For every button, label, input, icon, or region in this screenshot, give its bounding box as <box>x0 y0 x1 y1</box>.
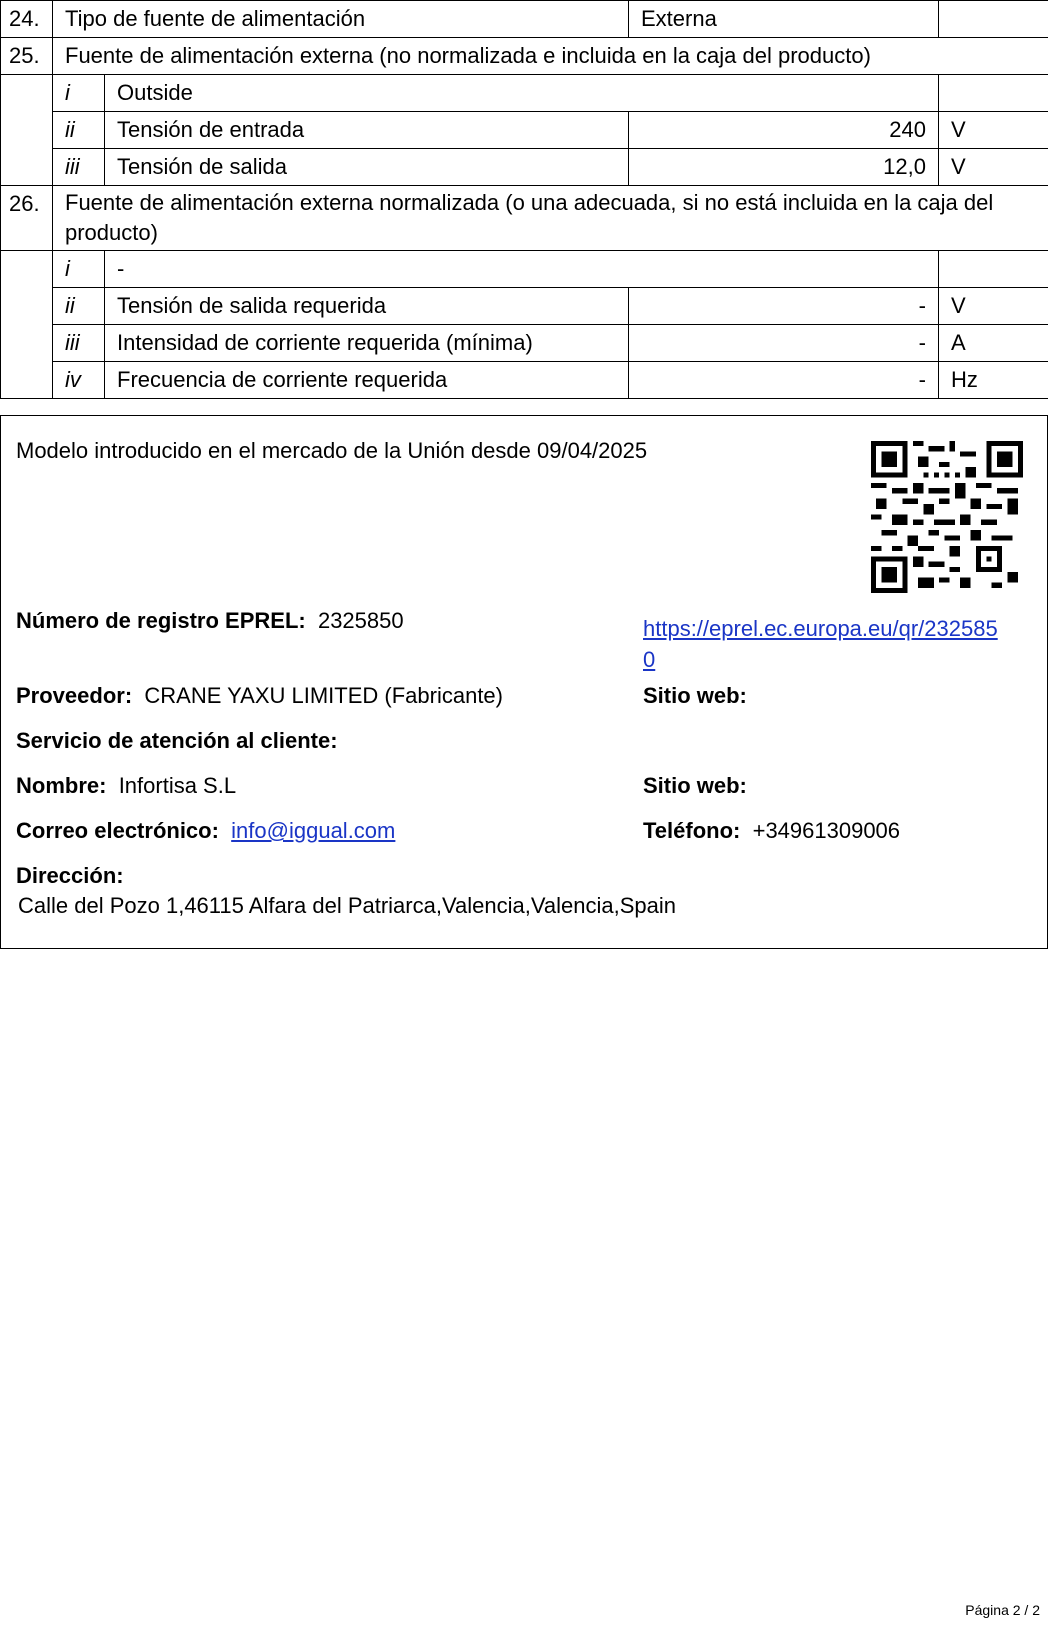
supplier-value: CRANE YAXU LIMITED (Fabricante) <box>144 683 503 708</box>
market-date-text: Modelo introducido en el mercado de la Unión desde 09/04/2025 <box>16 438 648 463</box>
row-number <box>1 288 53 325</box>
row-roman: iv <box>53 362 105 399</box>
row-number <box>1 112 53 149</box>
row-label: Tensión de salida requerida <box>105 288 629 325</box>
row-number: 26. <box>1 186 53 251</box>
row-unit: V <box>939 288 1048 325</box>
row-value: Externa <box>629 1 939 38</box>
row-number <box>1 149 53 186</box>
eprel-line <box>16 606 404 636</box>
row-roman: i <box>53 75 105 112</box>
table-row <box>1 38 1048 75</box>
row-unit: V <box>939 149 1048 186</box>
row-number <box>1 251 53 288</box>
row-unit: A <box>939 325 1048 362</box>
row-value: 240 <box>629 112 939 149</box>
row-number <box>1 325 53 362</box>
eprel-value: 2325850 <box>317 608 404 633</box>
row-unit <box>939 75 1048 112</box>
row-unit <box>939 1 1048 38</box>
supplier-line <box>16 681 503 711</box>
address-label: Dirección: <box>16 863 124 888</box>
table-row <box>1 186 1048 251</box>
name-line <box>16 771 236 801</box>
page-number: 2 / 2 <box>1012 1602 1040 1618</box>
row-roman: iii <box>53 325 105 362</box>
row-label: Fuente de alimentación externa (no normalizada e incluida en la caja del producto) <box>53 38 1048 75</box>
supplier-label: Proveedor: <box>16 683 133 708</box>
row-unit <box>939 251 1048 288</box>
table-row <box>1 75 1048 112</box>
table-row <box>1 288 1048 325</box>
row-value: - <box>629 325 939 362</box>
eprel-url-link[interactable]: https://eprel.ec.europa.eu/qr/2325850 <box>643 616 998 672</box>
table-row <box>1 149 1048 186</box>
customer-service-label: Servicio de atención al cliente: <box>16 728 338 753</box>
email-line <box>16 816 395 846</box>
row-label: Intensidad de corriente requerida (mínima) <box>105 325 629 362</box>
table-row <box>1 325 1048 362</box>
row-number <box>1 75 53 112</box>
row-number <box>1 362 53 399</box>
row-label: Tipo de fuente de alimentación <box>53 1 629 38</box>
row-label: - <box>105 251 939 288</box>
service-website-label: Sitio web: <box>643 773 747 798</box>
eprel-label: Número de registro EPREL: <box>16 608 306 633</box>
row-roman: ii <box>53 288 105 325</box>
page-footer <box>965 1602 1040 1618</box>
row-unit: V <box>939 112 1048 149</box>
row-roman: iii <box>53 149 105 186</box>
qr-code-icon <box>871 441 1023 593</box>
table-row <box>1 112 1048 149</box>
email-label: Correo electrónico: <box>16 818 219 843</box>
table-row <box>1 362 1048 399</box>
phone-label: Teléfono: <box>643 818 741 843</box>
row-value: - <box>629 288 939 325</box>
row-number: 25. <box>1 38 53 75</box>
supplier-website-label: Sitio web: <box>643 683 747 708</box>
table-row <box>1 251 1048 288</box>
phone-value: +34961309006 <box>752 818 901 843</box>
row-roman: i <box>53 251 105 288</box>
table-row <box>1 1 1048 38</box>
name-label: Nombre: <box>16 773 107 798</box>
info-box <box>0 415 1048 949</box>
name-value: Infortisa S.L <box>118 773 237 798</box>
row-value: - <box>629 362 939 399</box>
page-label: Página <box>965 1602 1009 1618</box>
email-link[interactable]: info@iggual.com <box>231 818 396 843</box>
row-label: Tensión de salida <box>105 149 629 186</box>
row-label: Outside <box>105 75 939 112</box>
row-roman: ii <box>53 112 105 149</box>
phone-line <box>643 816 900 846</box>
row-number: 24. <box>1 1 53 38</box>
specs-table <box>0 0 1048 399</box>
row-label: Frecuencia de corriente requerida <box>105 362 629 399</box>
row-label: Tensión de entrada <box>105 112 629 149</box>
row-label: Fuente de alimentación externa normalizada (o una adecuada, si no está incluida en la caja del producto) <box>53 186 1048 251</box>
row-value: 12,0 <box>629 149 939 186</box>
row-unit: Hz <box>939 362 1048 399</box>
address-value: Calle del Pozo 1,46115 Alfara del Patriarca,Valencia,Valencia,Spain <box>18 893 676 918</box>
